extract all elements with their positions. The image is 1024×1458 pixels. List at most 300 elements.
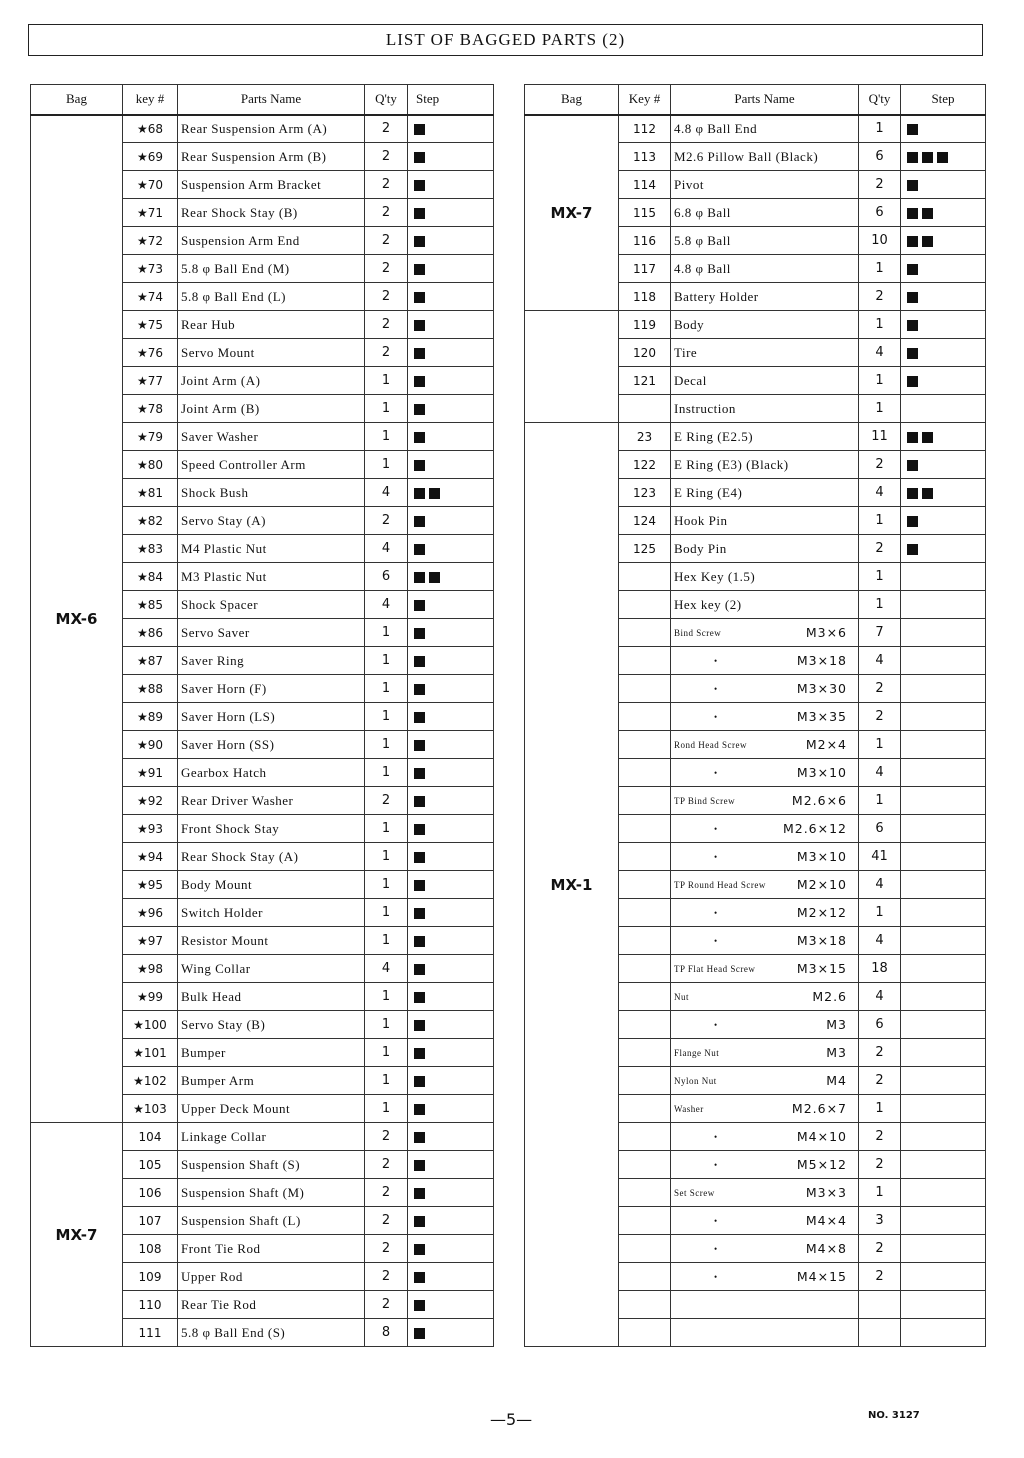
step-cell [901,283,986,311]
step-cell [901,1263,986,1291]
screw-size: M3×10 [796,765,847,780]
key-number: ★70 [123,171,178,199]
part-name: Rear Suspension Arm (B) [178,143,365,171]
step-cell [408,451,494,479]
quantity: 4 [365,955,408,983]
screw-spec [674,877,855,892]
quantity: 1 [365,899,408,927]
step-cell [408,899,494,927]
part-name: Rear Hub [178,311,365,339]
part-name: E Ring (E4) [671,479,859,507]
part-name: Bumper [178,1039,365,1067]
part-name: Body [671,311,859,339]
key-number: ★80 [123,451,178,479]
key-number [619,647,671,675]
quantity: 2 [365,199,408,227]
step-marker-icon [414,796,425,807]
key-number: ★90 [123,731,178,759]
step-cell [408,255,494,283]
quantity: 2 [365,1179,408,1207]
step-marker-icon [937,152,948,163]
part-name [671,1095,859,1123]
part-name [671,787,859,815]
part-name: Upper Rod [178,1263,365,1291]
key-number [619,1151,671,1179]
quantity: 2 [365,227,408,255]
part-name: Battery Holder [671,283,859,311]
step-cell [408,731,494,759]
part-name: Body Pin [671,535,859,563]
step-cell [901,871,986,899]
step-marker-icon [414,460,425,471]
part-name: Switch Holder [178,899,365,927]
key-number: ★85 [123,591,178,619]
screw-size: M3 [826,1045,847,1060]
screw-size: M3×6 [805,625,847,640]
header-parts-name: Parts Name [178,85,365,115]
part-name: 5.8 φ Ball [671,227,859,255]
part-name: Upper Deck Mount [178,1095,365,1123]
step-cell [901,451,986,479]
screw-type: • [714,907,718,918]
quantity [859,1319,901,1347]
step-marker-icon [414,600,425,611]
step-cell [408,1095,494,1123]
step-marker-icon [414,292,425,303]
bag-label [525,311,619,423]
key-number: ★74 [123,283,178,311]
step-marker-icon [907,152,918,163]
step-marker-icon [414,348,425,359]
part-name [671,703,859,731]
quantity: 4 [859,983,901,1011]
step-marker-icon [922,236,933,247]
step-cell [408,339,494,367]
part-name [671,1067,859,1095]
step-marker-icon [907,516,918,527]
key-number [619,619,671,647]
step-cell [901,143,986,171]
quantity: 2 [365,311,408,339]
quantity: 1 [859,507,901,535]
screw-spec [674,933,855,948]
quantity: 4 [859,759,901,787]
quantity: 2 [859,451,901,479]
step-cell [901,1291,986,1319]
key-number: 109 [123,1263,178,1291]
key-number: 121 [619,367,671,395]
part-name: Suspension Shaft (M) [178,1179,365,1207]
key-number: ★75 [123,311,178,339]
screw-type: Nylon Nut [674,1075,717,1086]
step-cell [408,1207,494,1235]
header-key: Key # [619,85,671,115]
screw-size: M2.6×7 [791,1101,847,1116]
step-marker-icon [414,656,425,667]
screw-spec [674,653,855,668]
screw-size: M2×10 [796,877,847,892]
step-cell [408,619,494,647]
quantity: 1 [365,703,408,731]
screw-type: • [714,1215,718,1226]
table-header-row [31,85,494,115]
step-marker-icon [414,684,425,695]
key-number: 107 [123,1207,178,1235]
key-number: 110 [123,1291,178,1319]
part-name: E Ring (E3) (Black) [671,451,859,479]
part-name: Shock Bush [178,479,365,507]
screw-type: TP Bind Screw [674,795,736,806]
table-row [31,1123,494,1151]
step-marker-icon [922,208,933,219]
step-cell [901,1011,986,1039]
quantity: 2 [365,1291,408,1319]
screw-spec [674,1241,855,1256]
quantity: 8 [365,1319,408,1347]
screw-type: Set Screw [674,1187,715,1198]
screw-type: • [714,767,718,778]
part-name: Servo Mount [178,339,365,367]
part-name: Linkage Collar [178,1123,365,1151]
part-name: Instruction [671,395,859,423]
quantity: 4 [365,591,408,619]
key-number [619,1179,671,1207]
step-cell [901,927,986,955]
step-marker-icon [414,992,425,1003]
screw-spec [674,1269,855,1284]
part-name: Rear Driver Washer [178,787,365,815]
key-number: 23 [619,423,671,451]
key-number: ★96 [123,899,178,927]
quantity: 1 [859,255,901,283]
step-marker-icon [414,852,425,863]
quantity: 4 [859,927,901,955]
key-number: ★101 [123,1039,178,1067]
quantity: 3 [859,1207,901,1235]
part-name: M2.6 Pillow Ball (Black) [671,143,859,171]
screw-type: • [714,1159,718,1170]
step-cell [408,843,494,871]
key-number: ★99 [123,983,178,1011]
key-number [619,927,671,955]
step-cell [408,563,494,591]
part-name: 4.8 φ Ball [671,255,859,283]
part-name: Gearbox Hatch [178,759,365,787]
step-cell [901,1095,986,1123]
quantity: 1 [859,591,901,619]
step-cell [408,787,494,815]
part-name: Rear Suspension Arm (A) [178,115,365,143]
part-name [671,1207,859,1235]
step-marker-icon [414,264,425,275]
step-cell [901,255,986,283]
quantity: 2 [365,255,408,283]
quantity: 1 [365,619,408,647]
quantity: 1 [365,927,408,955]
step-cell [408,983,494,1011]
step-marker-icon [907,236,918,247]
step-cell [901,619,986,647]
step-cell [408,395,494,423]
step-marker-icon [414,236,425,247]
step-marker-icon [414,936,425,947]
screw-type: • [714,851,718,862]
step-marker-icon [414,1048,425,1059]
quantity: 2 [859,1235,901,1263]
quantity: 1 [365,395,408,423]
quantity: 2 [365,787,408,815]
part-name: Suspension Shaft (L) [178,1207,365,1235]
screw-type: • [714,1271,718,1282]
screw-size: M4×4 [805,1213,847,1228]
key-number [619,815,671,843]
step-cell [408,171,494,199]
screw-size: M3×18 [796,653,847,668]
step-cell [408,675,494,703]
part-name [671,647,859,675]
quantity: 1 [365,1095,408,1123]
screw-type: Bind Screw [674,627,722,638]
key-number: ★86 [123,619,178,647]
step-cell [901,787,986,815]
screw-size: M4×10 [796,1129,847,1144]
key-number: ★97 [123,927,178,955]
step-cell [901,563,986,591]
screw-type: TP Flat Head Screw [674,963,756,974]
step-cell [408,367,494,395]
part-name: Hex Key (1.5) [671,563,859,591]
part-name [671,1151,859,1179]
step-cell [408,507,494,535]
key-number [619,843,671,871]
step-cell [408,927,494,955]
quantity: 2 [365,507,408,535]
step-marker-icon [922,432,933,443]
quantity: 6 [365,563,408,591]
step-cell [408,1067,494,1095]
quantity: 1 [859,731,901,759]
screw-spec [674,1101,855,1116]
part-name: Wing Collar [178,955,365,983]
key-number: 117 [619,255,671,283]
step-cell [901,647,986,675]
key-number: 106 [123,1179,178,1207]
screw-size: M2.6 [812,989,847,1004]
key-number: 115 [619,199,671,227]
screw-size: M2×12 [796,905,847,920]
key-number [619,395,671,423]
screw-type: • [714,1243,718,1254]
step-cell [901,815,986,843]
step-cell [901,1235,986,1263]
quantity: 2 [365,1207,408,1235]
screw-type: • [714,1019,718,1030]
step-marker-icon [414,404,425,415]
key-number: ★78 [123,395,178,423]
step-cell [901,759,986,787]
part-name: Front Shock Stay [178,815,365,843]
part-name: Front Tie Rod [178,1235,365,1263]
quantity: 2 [859,1067,901,1095]
screw-size: M2.6×6 [791,793,847,808]
quantity: 2 [365,339,408,367]
step-marker-icon [414,1300,425,1311]
step-marker-icon [414,320,425,331]
screw-type: • [714,1131,718,1142]
screw-spec [674,1129,855,1144]
screw-size: M3×35 [796,709,847,724]
part-name [671,815,859,843]
part-name [671,955,859,983]
part-name [671,675,859,703]
step-marker-icon [414,908,425,919]
step-cell [408,1011,494,1039]
part-name [671,983,859,1011]
key-number: ★88 [123,675,178,703]
screw-spec [674,1073,855,1088]
step-cell [901,423,986,451]
header-bag: Bag [31,85,123,115]
part-name: 5.8 φ Ball End (L) [178,283,365,311]
quantity: 1 [365,1011,408,1039]
step-cell [408,199,494,227]
table-row [525,311,986,339]
step-marker-icon [414,1132,425,1143]
quantity: 4 [365,535,408,563]
step-cell [901,535,986,563]
quantity: 1 [365,367,408,395]
step-marker-icon [414,740,425,751]
step-cell [408,955,494,983]
screw-size: M4×8 [805,1241,847,1256]
header-qty: Q'ty [859,85,901,115]
key-number: 104 [123,1123,178,1151]
step-marker-icon [414,1244,425,1255]
step-marker-icon [414,180,425,191]
table-header-row [525,85,986,115]
step-marker-icon [414,1160,425,1171]
step-cell [408,1235,494,1263]
screw-size: M3×10 [796,849,847,864]
screw-type: Washer [674,1103,704,1114]
part-name: 6.8 φ Ball [671,199,859,227]
screw-spec [674,625,855,640]
key-number: ★81 [123,479,178,507]
key-number [619,1291,671,1319]
key-number: 111 [123,1319,178,1347]
step-cell [901,983,986,1011]
step-marker-icon [414,1216,425,1227]
step-cell [408,1123,494,1151]
step-cell [408,815,494,843]
table-row [525,423,986,451]
step-marker-icon [907,124,918,135]
part-name: Bulk Head [178,983,365,1011]
step-cell [408,423,494,451]
screw-spec [674,1157,855,1172]
step-marker-icon [907,544,918,555]
step-marker-icon [414,1020,425,1031]
part-name: M3 Plastic Nut [178,563,365,591]
key-number: ★95 [123,871,178,899]
part-name [671,927,859,955]
screw-spec [674,905,855,920]
key-number [619,1095,671,1123]
step-marker-icon [414,880,425,891]
screw-size: M3×15 [796,961,847,976]
step-cell [901,1319,986,1347]
part-name: Shock Spacer [178,591,365,619]
step-cell [408,311,494,339]
quantity: 2 [365,1263,408,1291]
screw-type: Nut [674,991,689,1002]
step-cell [901,591,986,619]
step-marker-icon [414,516,425,527]
key-number [619,871,671,899]
part-name: Saver Ring [178,647,365,675]
header-qty: Q'ty [365,85,408,115]
key-number: ★92 [123,787,178,815]
key-number: ★83 [123,535,178,563]
parts-table-left [30,84,494,1347]
step-marker-icon [414,1188,425,1199]
key-number: ★82 [123,507,178,535]
key-number: 124 [619,507,671,535]
part-name: Hex key (2) [671,591,859,619]
part-name: Saver Horn (SS) [178,731,365,759]
step-cell [408,647,494,675]
part-name: 5.8 φ Ball End (M) [178,255,365,283]
screw-spec [674,793,855,808]
step-marker-icon [414,1104,425,1115]
screw-spec [674,821,855,836]
screw-spec [674,765,855,780]
step-cell [408,479,494,507]
screw-type: Rond Head Screw [674,739,747,750]
screw-spec [674,961,855,976]
screw-size: M3 [826,1017,847,1032]
key-number: 105 [123,1151,178,1179]
key-number: 119 [619,311,671,339]
quantity: 2 [365,143,408,171]
parts-table-right [524,84,986,1347]
part-name: 4.8 φ Ball End [671,115,859,143]
quantity: 2 [859,1263,901,1291]
part-name [671,1039,859,1067]
step-cell [408,759,494,787]
quantity: 1 [365,423,408,451]
key-number [619,983,671,1011]
quantity: 2 [859,675,901,703]
screw-spec [674,849,855,864]
part-name: M4 Plastic Nut [178,535,365,563]
part-name: Tire [671,339,859,367]
key-number [619,703,671,731]
part-name: Suspension Shaft (S) [178,1151,365,1179]
part-name: Decal [671,367,859,395]
step-cell [901,1207,986,1235]
quantity: 1 [859,563,901,591]
part-name [671,1123,859,1151]
step-cell [901,395,986,423]
quantity: 10 [859,227,901,255]
screw-type: TP Round Head Screw [674,879,766,890]
quantity: 1 [859,787,901,815]
quantity: 6 [859,1011,901,1039]
part-name: Bumper Arm [178,1067,365,1095]
quantity: 2 [859,535,901,563]
step-cell [901,731,986,759]
